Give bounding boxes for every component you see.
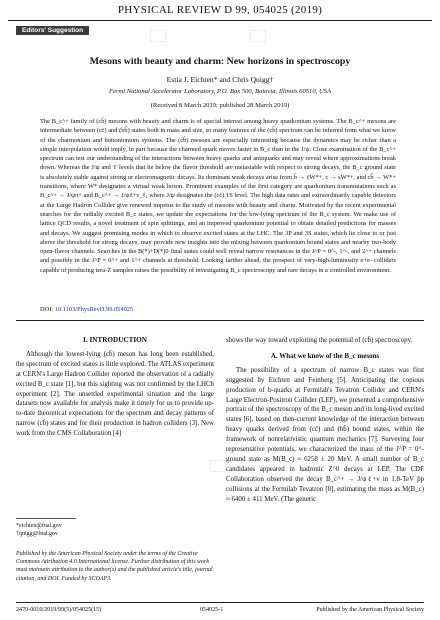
- watermark-icon: [210, 460, 226, 472]
- license-notice: Published by the American Physical Society under the terms of the Creative Commons Attribution 4.0 International license. Further distribution of this work must maintain attribution to the author(s) and the published article's title, journal citation, and DOI. Funded by SCOAP3.: [16, 551, 213, 582]
- footnotes: [16, 522, 214, 539]
- doi-label: DOI:: [40, 306, 54, 313]
- doi-link[interactable]: 10.1103/PhysRevD.99.054025: [54, 306, 134, 313]
- doi-line: [40, 306, 133, 313]
- article-affiliation: Fermi National Accelerator Laboratory, P.O. Box 500, Batavia, Illinois 60510, USA: [108, 88, 332, 95]
- subsection-paragraph: The possibility of a spectrum of narrow B_c states was first suggested by Eichten and Feinberg [5]. Anticipating the copious production of b-quarks at Fermilab's Tevatron Collider and CERN's Large Electron-Positron Collider (LEP), we presented a comprehensive portrait of the spectroscopy of the B_c meson and its long-lived excited states [6], based on then-current knowledge of the interaction between heavy quarks derived from (cc̄) and (bb̄) bound states, within the framework of nonrelativistic quantum mechanics [7]. Surveying four representative potentials, we characterized the mass of the J^P = 0^- ground state as M(B_c) ≈ 6258 ± 20 MeV. A small number of B_c candidates appeared in hadronic Z^0 decays at LEP. The CDF Collaboration observed the decay B_c^+ → J/ψℓ+ν in 1.8-TeV p̄p collisions at the Fermilab Tevatron [8], estimating the mass as M(B_c) ≈ 6400 ± 411 MeV. (The generic: [226, 366, 424, 503]
- intro-paragraph: Although the lowest-lying (cb̄) meson has long been established, the spectrum of excited states is little explored. The ATLAS experiment at CERN's Large Hadron Collider reported the observation of a radially excited B_c state [1], but this sighting was not confirmed by the LHCb experiment [2]. The unsettled experimental situation and the large datasets now available for analysis make it timely for us to provide up-to-date theoretical expectations for the spectrum and decay patterns of narrow (cb̄) states and for their production in hadron colliders [3]. New work from the CMS Collaboration [4]: [16, 350, 214, 438]
- article-authors: Estia J. Eichten* and Chris Quigg†: [166, 75, 274, 84]
- header-rule: [8, 20, 432, 21]
- right-column: [226, 336, 424, 505]
- footnote-email-quigg: †quigg@fnal.gov: [16, 531, 59, 538]
- journal-header: PHYSICAL REVIEW D 99, 054025 (2019): [117, 4, 323, 16]
- watermark-icon: [150, 30, 166, 42]
- footer-page-number: 054025-1: [200, 607, 224, 613]
- left-column: [16, 336, 214, 439]
- article-dates: (Received 8 March 2019; published 28 March 2019): [150, 102, 290, 109]
- footnote-rule: [16, 518, 76, 519]
- article-title: Mesons with beauty and charm: New horizons in spectroscopy: [89, 56, 351, 67]
- right-continuation: shows the way toward exploiting the potential of (cb̄) spectroscopy.: [226, 337, 413, 344]
- footer-left: 2470-0010/2019/99(5)/054025(15): [16, 607, 102, 613]
- abstract-rule: [16, 320, 424, 321]
- editors-suggestion-badge: Editors' Suggestion: [16, 26, 89, 35]
- abstract: The B_c^+ family of (cb̄) mesons with beauty and charm is of special interest among heavy quarkonium systems. The B_c^+ mesons are intermediate between (cc̄) and (bb̄) states both in mass and size, so many features of the (cb̄) spectrum can be inferred from what we know of the charmonium and bottomonium systems. The (cb̄) mesons are especially interesting because the dynamics may be richer than a simple interpolation would imply, in part because the charmed quark moves faster in B_c than in the J/ψ. Close examination of the B_c^+ spectrum can test our understanding of the interactions between heavy quarks and antiquarks and may reveal where approximations break down. Whereas the J/ψ and ϒ levels that lie below the flavor threshold are metastable with respect to strong decays, the B_c ground state is absolutely stable against strong or electromagnetic decays. Its dominant weak decays arise from b̄ → c̄W*+, c → sW*+, and cb̄ → W*+ transitions, where W* designates a virtual weak boson. Prominent examples of the first category are quarkonium transmutations such as B_c^+ → J/ψπ+ and B_c^+ → J/ψℓ+ν_ℓ, where J/ψ designates the (cc̄) 1S level. The high data rates and extraordinarily capable detectors at the Large Hadron Collider give renewed impetus to the study of mesons with beauty and charm. Motivated by the recent experimental searches for the radially excited B_c states, we update the expectations for the low-lying spectrum of the B_c system. We make use of lattice QCD results, a novel treatment of spin splittings, and an improved quarkonium potential to obtain detailed predictions for masses and decays. We suggest promising modes in which to observe excited states at the LHC. The 3P and 3S states, which lie close to or just above the threshold for strong decays, may provide new insights into the mixing between quarkonium bound states and nearby two-body open-flavor channels. Searches in the B(*)+D(*)0 final states could well reveal narrow resonances in the J^P = 0^-, 1^-, and 2^+ channels and possibly in the J^P = 0^+ and 1^+ channels at threshold. Looking farther ahead, the prospect of very-high-luminosity e+e- colliders capable of producing tera-Z samples raises the possibility of investigating B_c spectroscopy and rare decays in a controlled environment.: [40, 118, 396, 274]
- subsection-heading: A. What we know of the B_c mesons: [270, 351, 380, 360]
- watermark-icon: [250, 30, 266, 42]
- section-heading-introduction: I. INTRODUCTION: [83, 336, 147, 344]
- footnote-email-eichten: *eichten@fnal.gov: [16, 523, 62, 529]
- footer-right: Published by the American Physical Society: [316, 607, 424, 613]
- footer-rule: [16, 602, 424, 603]
